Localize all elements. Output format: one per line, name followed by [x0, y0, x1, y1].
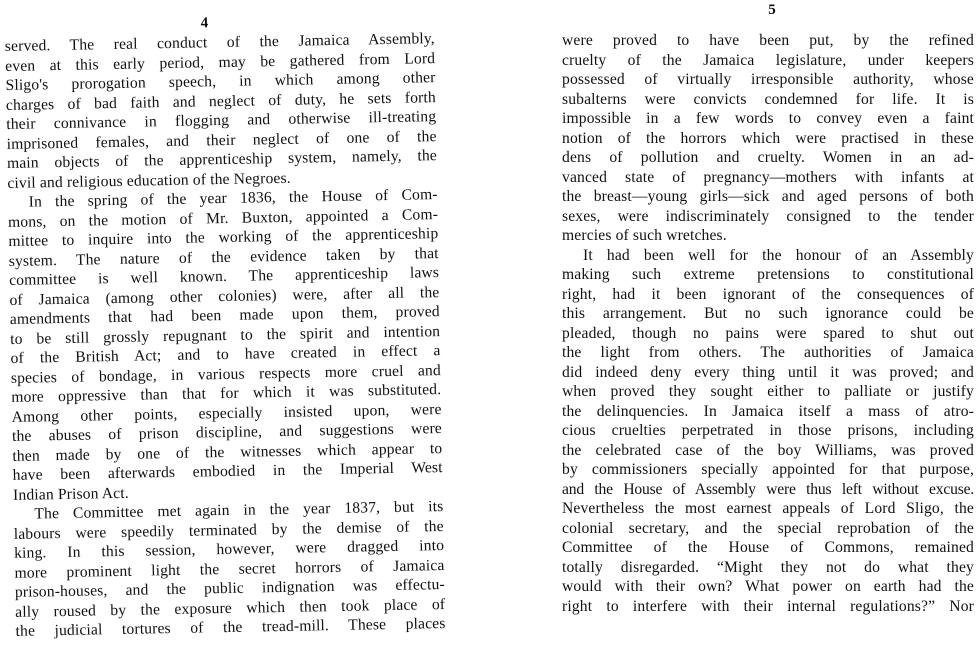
text-line: dens of pollution and cruelty. Women in an ad- — [562, 149, 974, 166]
text-line: vanced state of pregnancy—mothers with infants at — [562, 168, 974, 186]
text-line: of Jamaica (among other colonies) were, after all the — [9, 283, 440, 309]
text-line: when proved they sought either to palliate or justify — [562, 383, 974, 400]
text-line: system. The nature of the evidence taken by that — [8, 244, 439, 270]
text-line: their connivance in flogging and otherwise ill-treating — [6, 108, 437, 133]
text-line: colonial secretary, and the special reprobation of the — [562, 519, 974, 537]
text-line: more prominent light the secret horrors of Jamaica — [14, 556, 445, 582]
text-line: by commissioners specially appointed for that purpose, — [562, 461, 974, 478]
text-line: Committee of the House of Commons, remained — [562, 539, 974, 556]
text-line: have been afterwards embodied in the Imperial West — [12, 459, 443, 484]
text-line: civil and religious education of the Negroes. — [7, 169, 291, 192]
text-line: this arrangement. But no such ignorance could be — [562, 305, 974, 322]
text-line: the breast—young girls—sick and aged persons of both — [562, 188, 974, 205]
text-line: the delinquencies. In Jamaica itself a mass of atro- — [562, 402, 974, 420]
text-line: mercies of such wretches. — [562, 227, 727, 244]
text-line: right, had it been ignorant of the consequences of — [562, 285, 974, 303]
text-line: subalterns were convicts condemned for life. It is — [562, 90, 974, 108]
text-line: Nevertheless the most earnest appeals of Lord Sligo, the — [562, 500, 974, 517]
text-line: mons, on the motion of Mr. Buxton, appointed a Com- — [7, 205, 439, 231]
text-line: charges of bad faith and neglect of duty, he sets forth — [5, 88, 437, 114]
text-line: the abuses of prison discipline, and suggestions were — [11, 420, 443, 445]
text-line: Sligo's prorogation speech, in which among other — [5, 69, 436, 94]
text-line: Indian Prison Act. — [12, 484, 129, 504]
text-line: the celebrated case of the boy Williams, was proved — [562, 441, 974, 459]
text-line: species of bondage, in various respects more cruel and — [10, 361, 442, 387]
text-line: imprisoned females, and their neglect of one of the — [6, 127, 437, 153]
text-line: sexes, were indiscriminately consigned to the tender — [562, 207, 974, 225]
text-line: even at this early period, may be gathered from Lord — [5, 49, 436, 75]
text-line: totally disregarded. “Might they not do what they — [562, 558, 974, 576]
paragraph-start-line: The Committee met again in the year 1837, but its — [34, 498, 444, 523]
text-line: amendments that had been made upon them, proved — [9, 303, 440, 328]
page-number: 4 — [200, 15, 209, 32]
text-line: pleaded, though no pains were spared to shut out — [562, 324, 974, 342]
text-line: did indeed deny every thing until it was proved; and — [562, 363, 974, 381]
right-page — [562, 0, 976, 670]
text-line: would with their own? What power on earth had the — [562, 578, 974, 595]
paragraph-start-line: In the spring of the year 1836, the House of Com- — [28, 186, 438, 211]
text-line: to be still grossly repugnant to the spirit and intention — [10, 322, 441, 348]
text-line: main objects of the apprenticeship system, namely, the — [6, 147, 438, 172]
text-line: labours were speedily terminated by the demise of the — [13, 517, 444, 543]
text-line: making such extreme pretensions to constitutional — [562, 266, 974, 283]
text-line: the judicial tortures of the tread-mill. These places — [15, 615, 446, 640]
text-line: were proved to have been put, by the refined — [562, 32, 974, 49]
text-line: ally roused by the exposure which then took place of — [15, 595, 446, 621]
text-line: and the House of Assembly were thus left without excuse. — [562, 480, 974, 498]
text-line: possessed of virtually irresponsible authority, whose — [562, 71, 974, 88]
text-line: prison-houses, and the public indignation was effectu- — [14, 576, 445, 601]
text-line: committee is well known. The apprenticeship laws — [8, 264, 440, 289]
text-line: right to interfere with their internal regulations?” Nor — [562, 597, 974, 615]
text-line: of the British Act; and to have created in effect a — [10, 342, 441, 367]
text-line: impossible in a few words to convey even a faint — [562, 110, 974, 127]
text-line: cious cruelties perpetrated in those prisons, including — [562, 422, 974, 439]
text-line: cruelty of the Jamaica legislature, under keepers — [562, 51, 974, 69]
text-line: king. In this session, however, were dragged into — [13, 537, 445, 562]
text-line: more oppressive than that for which it was substituted. — [11, 381, 442, 406]
text-line: mittee to inquire into the working of the apprenticeship — [8, 225, 439, 250]
text-line: served. The real conduct of the Jamaica Assembly, — [4, 30, 435, 55]
text-line: notion of the horrors which were practised in these — [562, 129, 974, 147]
text-line: Among other points, especially insisted upon, were — [11, 400, 442, 426]
left-page — [4, 0, 454, 670]
page-number: 5 — [768, 2, 776, 18]
text-line: then made by one of the witnesses which appear to — [12, 439, 443, 465]
paragraph-start-line: It had been well for the honour of an Assembly — [583, 246, 974, 264]
text-line: the light from others. The authorities of Jamaica — [562, 344, 974, 361]
